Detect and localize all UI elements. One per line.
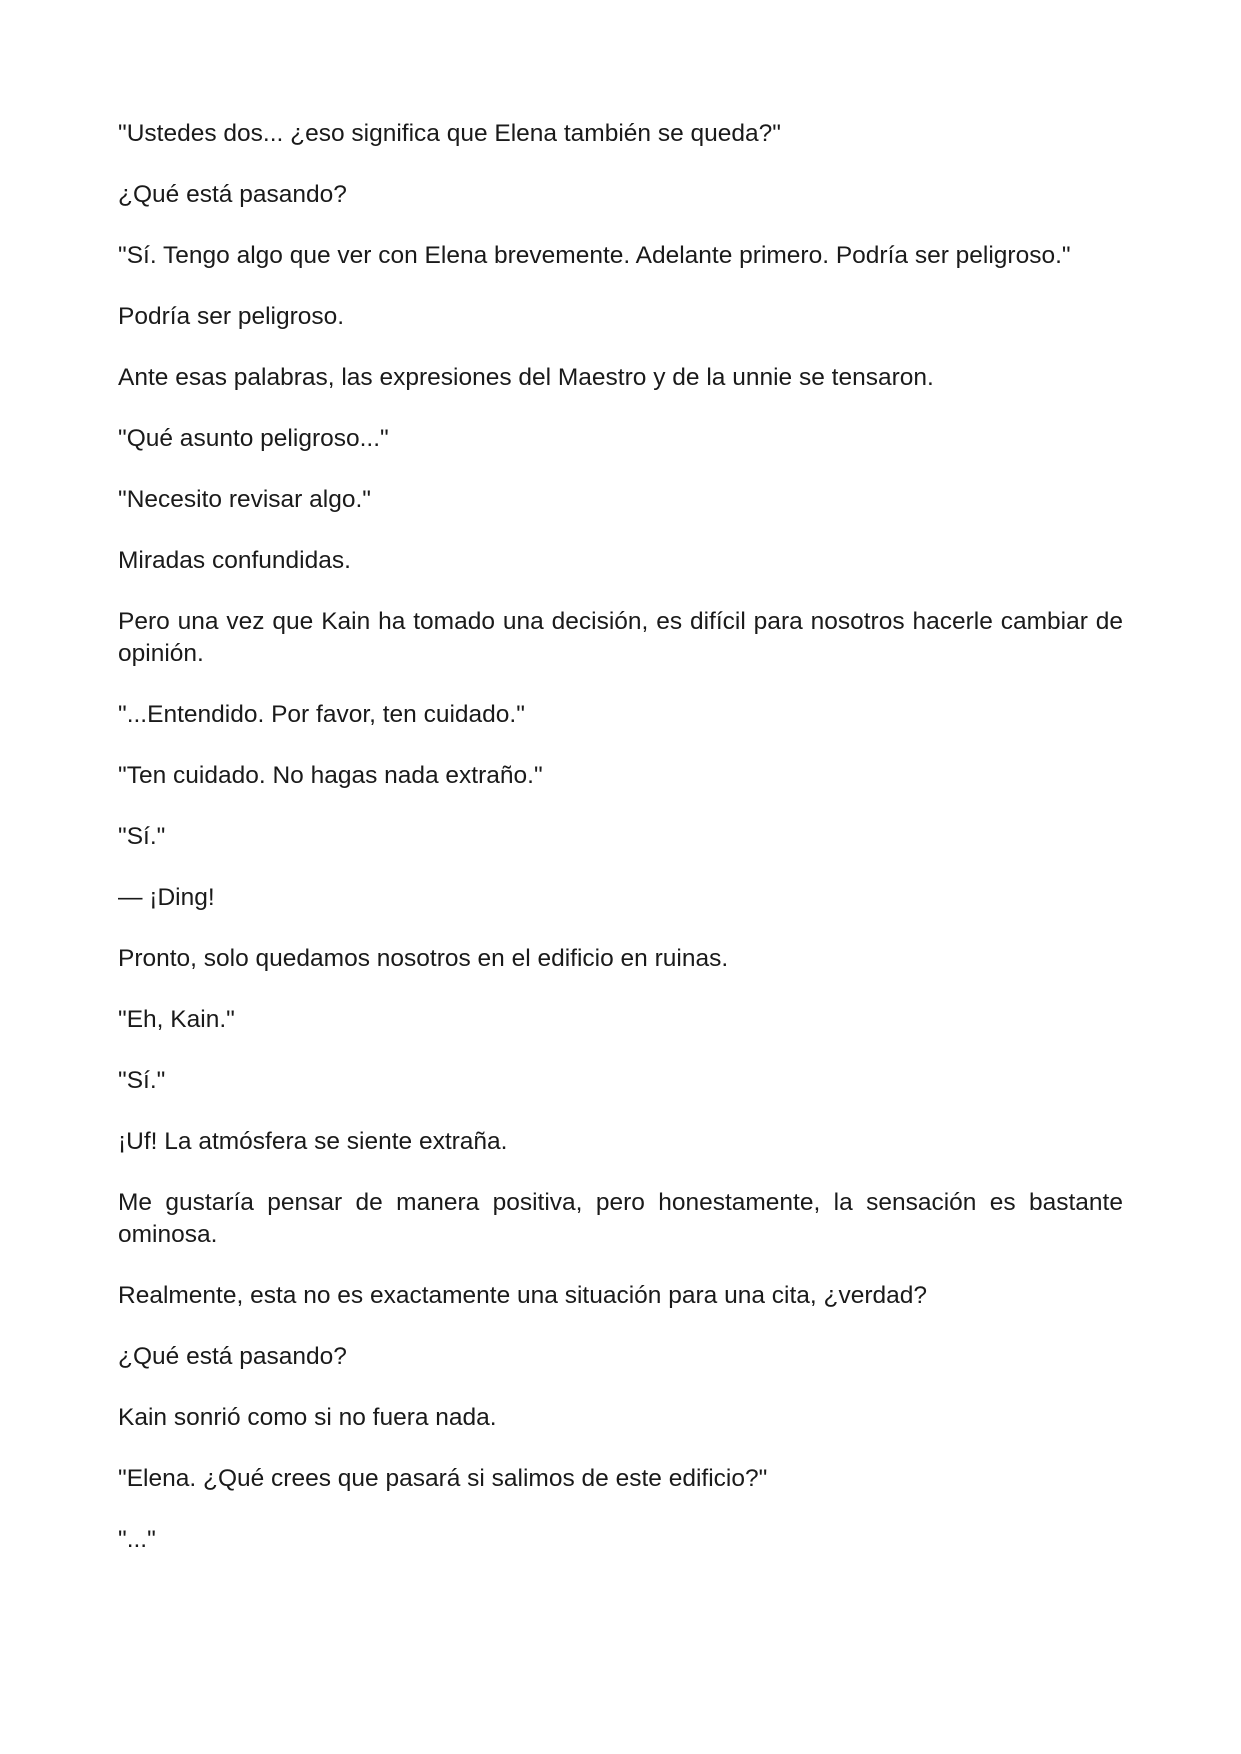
paragraph: "Eh, Kain." (118, 1006, 235, 1033)
paragraph: ¡Uf! La atmósfera se siente extraña. (118, 1128, 508, 1155)
paragraph: "Sí." (118, 823, 166, 850)
paragraph: "Elena. ¿Qué crees que pasará si salimos de este edificio?" (118, 1465, 768, 1492)
paragraph: Me gustaría pensar de manera positiva, pero honestamente, la sensación es bastante ominosa. (118, 1189, 1123, 1248)
paragraph: "..." (118, 1526, 156, 1553)
paragraph: ¿Qué está pasando? (118, 1343, 347, 1370)
paragraph: "...Entendido. Por favor, ten cuidado." (118, 701, 525, 728)
paragraph: "Ten cuidado. No hagas nada extraño." (118, 762, 543, 789)
paragraph: Ante esas palabras, las expresiones del Maestro y de la unnie se tensaron. (118, 364, 934, 391)
paragraph: Realmente, esta no es exactamente una situación para una cita, ¿verdad? (118, 1282, 927, 1309)
paragraph: Kain sonrió como si no fuera nada. (118, 1404, 497, 1431)
paragraph: "Necesito revisar algo." (118, 486, 371, 513)
paragraph: ¿Qué está pasando? (118, 181, 347, 208)
paragraph: Pero una vez que Kain ha tomado una decisión, es difícil para nosotros hacerle cambiar de opinión. (118, 608, 1123, 667)
paragraph: "Ustedes dos... ¿eso significa que Elena también se queda?" (118, 120, 781, 147)
paragraph: Pronto, solo quedamos nosotros en el edificio en ruinas. (118, 945, 729, 972)
paragraph: — ¡Ding! (118, 884, 215, 911)
paragraph: Podría ser peligroso. (118, 303, 345, 330)
paragraph: "Qué asunto peligroso..." (118, 425, 389, 452)
document-body (118, 118, 1123, 1585)
paragraph: "Sí." (118, 1067, 166, 1094)
paragraph: Miradas confundidas. (118, 547, 351, 574)
paragraph: "Sí. Tengo algo que ver con Elena brevemente. Adelante primero. Podría ser peligroso." (118, 242, 1071, 269)
